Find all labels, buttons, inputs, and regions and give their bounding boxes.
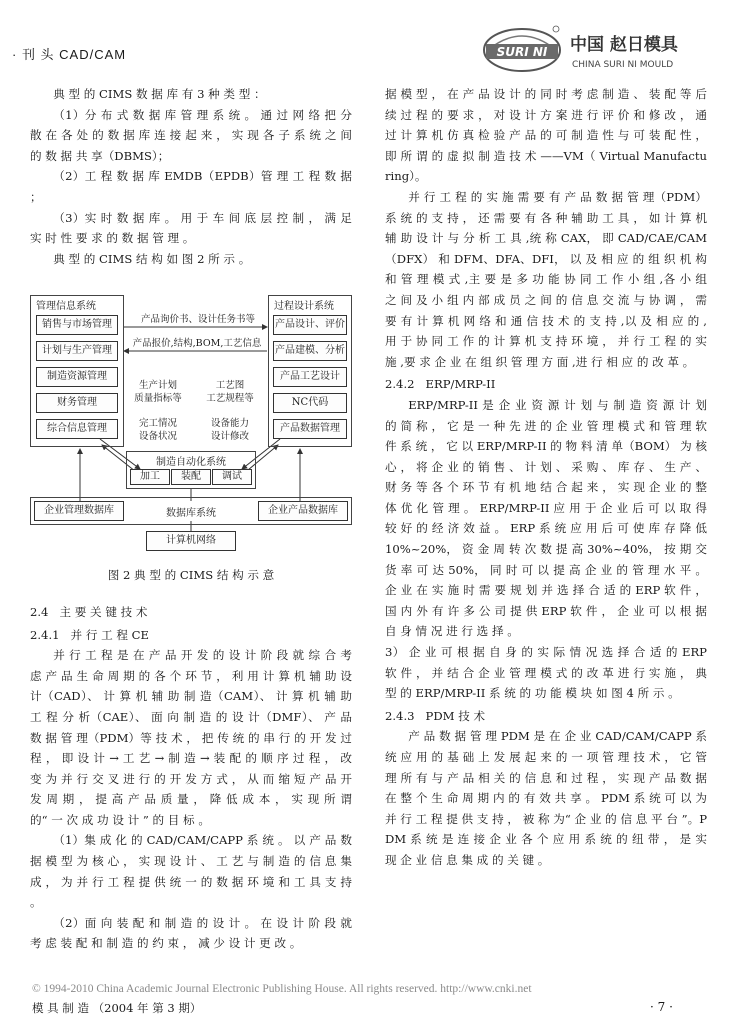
management-module-box: 财务管理 xyxy=(36,393,118,413)
manufacturing-module-box: 调试 xyxy=(212,469,252,485)
process-design-system-title: 过程设计系统 xyxy=(274,301,334,313)
left-paragraph-top: （2）工 程 数 据 库 EMDB（EPDB）管 理 工 程 数 据 ； xyxy=(30,169,356,204)
running-head: · 刊 头 CAD/CAM xyxy=(12,47,127,62)
management-module-box: 制造资源管理 xyxy=(36,367,118,387)
figure-caption: 图 2 典 型 的 CIMS 结 构 示 意 xyxy=(107,568,275,583)
copyright-notice: © 1994-2010 China Academic Journal Electronic Publishing House. All rights reserved. http://www.cnki.net xyxy=(32,983,532,995)
manufacturing-module-box: 装配 xyxy=(171,469,211,485)
left-column xyxy=(30,84,356,954)
design-module-box: 产品设计、评价 xyxy=(273,315,347,335)
manufacturing-automation-title: 制造自动化系统 xyxy=(156,457,226,469)
design-module-box: 产品数据管理 xyxy=(273,419,347,439)
logo-chinese: 中国 赵日模具 xyxy=(570,35,678,55)
right-column xyxy=(385,84,711,871)
logo-brand: SURI NI xyxy=(496,45,548,59)
management-module-box: 销售与市场管理 xyxy=(36,315,118,335)
left-paragraph-top: （1）分 布 式 数 据 库 管 理 系 统 。 通 过 网 络 把 分 散 在 各 处 的 数 据 库 连 接 起 来 ， 实 现 各 子 系 统 之 间 的 数 据 共 享（DBMS）； xyxy=(30,107,356,163)
enterprise-product-database: 企业产品数据库 xyxy=(258,501,348,521)
flow-label-quotation: 产品报价,结构,BOM,工艺信息 xyxy=(132,338,262,350)
body-paragraph: 据 模 型 ， 在 产 品 设 计 的 同 时 考 虑 制 造 、 装 配 等 后 续 过 程 的 要 求 ， 对 设 计 方 案 进 行 评 价 和 修 改 ， 通 过 计 算 机 仿 真 检 验 产 品 的 可 制 造 性 与 可 装 配 性 ， 即 所 谓 的 虚 拟 制 造 技 术 ——VM（ Virtual Manufacturing）。 xyxy=(385,87,711,184)
flow-label-inquiry: 产品询价书、设计任务书等 xyxy=(140,314,255,326)
journal-logo xyxy=(482,20,714,74)
body-paragraph: 并 行 工 程 是 在 产 品 开 发 的 设 计 阶 段 就 综 合 考 虑 产 品 生 命 周 期 的 各 个 环 节 ， 利 用 计 算 机 辅 助 设 计（CAD）、 计 算 机 辅 助 制 造（CAM）、 计 算 机 辅 助 工 程 分 析（CAE）、 面 向 制 造 的 设 计（DMF）、 产 品 数 据 管 理（PDM）等 技 术 ， 把 传 统 的 串 行 的 开 发 过 程 ， 即 设 计 → 工 艺 → 制 造 → 装 配 的 顺 序 过 程 ， 改 变 为 并 行 交 叉 进 行 的 开 发 方 式 ， 从 而 缩 短 产 品 开 发 周 期 ， 提 高 产 品 质 量 ， 降 低 成 本 ， 实 现 所 谓 的“ 一 次 成 功 设 计 ” 的 目 标 。 xyxy=(30,648,356,827)
journal-issue: 模 具 制 造 （2004 年 第 3 期） xyxy=(32,1001,202,1015)
body-paragraph: 产 品 数 据 管 理 PDM 是 在 企 业 CAD/CAM/CAPP 系 统 应 用 的 基 础 上 发 展 起 来 的 一 项 管 理 技 术 ， 它 管 理 所 有 与 产 品 相 关 的 信 息 和 过 程 ， 实 现 产 品 数 据 在 整 个 生 命 周 期 内 的 有 效 共 享 。 PDM 系 统 可 以 为 并 行 工 程 提 供 支 持 ， 被 称 为“ 企 业 的 信 息 平 台 ”。PDM 系 统 是 连 接 企 业 各 个 应 用 系 统 的 纽 带 ， 是 实 现 企 业 信 息 集 成 的 关 键 。 xyxy=(385,729,711,867)
computer-network: 计算机网络 xyxy=(146,531,236,551)
design-module-box: 产品建模、分析 xyxy=(273,341,347,361)
suri-ni-logo-mark xyxy=(484,26,560,71)
body-paragraph: 并 行 工 程 的 实 施 需 要 有 产 品 数 据 管 理（PDM）系 统 的 支 持 ， 还 需 要 有 各 种 辅 助 工 具 ， 如 计 算 机 辅 助 设 计 与 分 析 工 具 ,统 称 CAX， 即 CAD/CAE/CAM（DFX） 和 DFM、DFA、DFI， 以 及 相 应 的 组 织 机 构 和 管 理 模 式 ,主 要 是 多 功 能 协 同 工 作 小 组 ,各 小 组 之 间 及 小 组 内 部 成 员 之 间 的 信 息 交 流 与 协 调 ， 需 要 有 计 算 机 网 络 和 通 信 技 术 的 支 持 ,以 及 相 应 的 ,用 于 协 同 工 作 的 计 算 机 支 持 环 境 ， 并 行 工 程 的 实 施 ,要 求 企 业 在 组 织 管 理 方 面 ,进 行 相 应 的 改 革 。 xyxy=(385,189,711,369)
section-heading: 2.4.2 ERP/MRP-II xyxy=(385,377,496,392)
body-paragraph: （1）集 成 化 的 CAD/CAM/CAPP 系 统 。 以 产 品 数 据 模 型 为 核 心 ， 实 现 设 计 、 工 艺 与 制 造 的 信 息 集 成 ， 为 并 行 工 程 提 供 统 一 的 数 据 环 境 和 工 具 支 持 。 xyxy=(30,833,356,910)
enterprise-management-database: 企业管理数据库 xyxy=(34,501,124,521)
left-paras-top xyxy=(30,84,356,269)
left-paragraph-top: 典 型 的 CIMS 结 构 如 图 2 所 示 。 xyxy=(53,251,251,266)
flow-label-production-plan: 生产计划 质量指标等 xyxy=(134,380,182,405)
manufacturing-module-box: 加工 xyxy=(130,469,170,485)
management-module-box: 综合信息管理 xyxy=(36,419,118,439)
design-module-box: 产品工艺设计 xyxy=(273,367,347,387)
database-system-label: 数据库系统 xyxy=(166,508,216,520)
logo-english: CHINA SURI NI MOULD xyxy=(572,60,674,70)
body-paragraph: 3） 企 业 可 根 据 自 身 的 实 际 情 况 选 择 合 适 的 ERP 软 件 ， 并 结 合 企 业 管 理 模 式 的 改 革 进 行 实 施 ， 典 型 的 ERP/MRP-II 系 统 的 功 能 模 块 如 图 4 所 示 。 xyxy=(385,645,711,701)
left-paragraph-top: （3）实 时 数 据 库 。 用 于 车 间 底 层 控 制 ， 满 足 实 时 性 要 求 的 数 据 管 理 。 xyxy=(30,210,356,246)
flow-label-completion: 完工情况 设备状况 xyxy=(138,418,177,443)
body-paragraph: （2）面 向 装 配 和 制 造 的 设 计 。 在 设 计 阶 段 就 考 虑 装 配 和 制 造 的 约 束 ， 减 少 设 计 更 改 。 xyxy=(30,915,356,951)
section-heading: 2.4.1 并 行 工 程 CE xyxy=(30,627,150,642)
design-module-box: NC代码 xyxy=(273,393,347,413)
figure-2-cims-diagram xyxy=(30,283,352,555)
management-info-system-title: 管理信息系统 xyxy=(36,301,96,313)
body-paragraph: ERP/MRP-II 是 企 业 资 源 计 划 与 制 造 资 源 计 划 的 简 称 ， 它 是 一 种 先 进 的 企 业 管 理 模 式 和 管 理 软 件 系 统 ， 它 以 ERP/MRP-II 的 物 料 清 单（BOM） 为 核 心 ， 将 企 业 的 销 售 、 计 划 、 采 购 、 库 存 、 生 产 、 财 务 等 各 个 环 节 有 机 地 结 合 起 来 ， 实 现 企 业 的 整 体 优 化 管 理 。 ERP/MRP-II 应 用 于 企 业 后 可 以 取 得 较 好 的 经 济 效 益 。 ERP 系 统 应 用 后 可 使 库 存 降 低 10%~20%， 资 金 周 转 次 数 提 高 30%~40%， 按 期 交 货 率 可 达 50%， 同 时 可 以 提 高 企 业 的 管 理 水 平 。 企 业 在 实 施 时 需 要 规 划 并 选 择 合 适 的 ERP 软 件 ， 国 内 外 有 许 多 公 司 提 供 ERP 软 件 ， 企 业 可 以 根 据 自 身 情 况 进 行 选 择 。 xyxy=(385,397,711,639)
flow-label-equipment: 设备能力 设计修改 xyxy=(210,418,249,443)
left-paras-bottom xyxy=(30,602,356,954)
section-heading: 2.4.3 PDM 技 术 xyxy=(385,708,486,723)
flow-label-process-drawing: 工艺图 工艺规程等 xyxy=(206,380,254,405)
section-heading: 2.4 主 要 关 键 技 术 xyxy=(30,604,148,619)
management-module-box: 计划与生产管理 xyxy=(36,341,118,361)
left-paragraph-top: 典 型 的 CIMS 数 据 库 有 3 种 类 型 ： xyxy=(53,87,266,101)
page-number: · 7 · xyxy=(650,1000,673,1014)
